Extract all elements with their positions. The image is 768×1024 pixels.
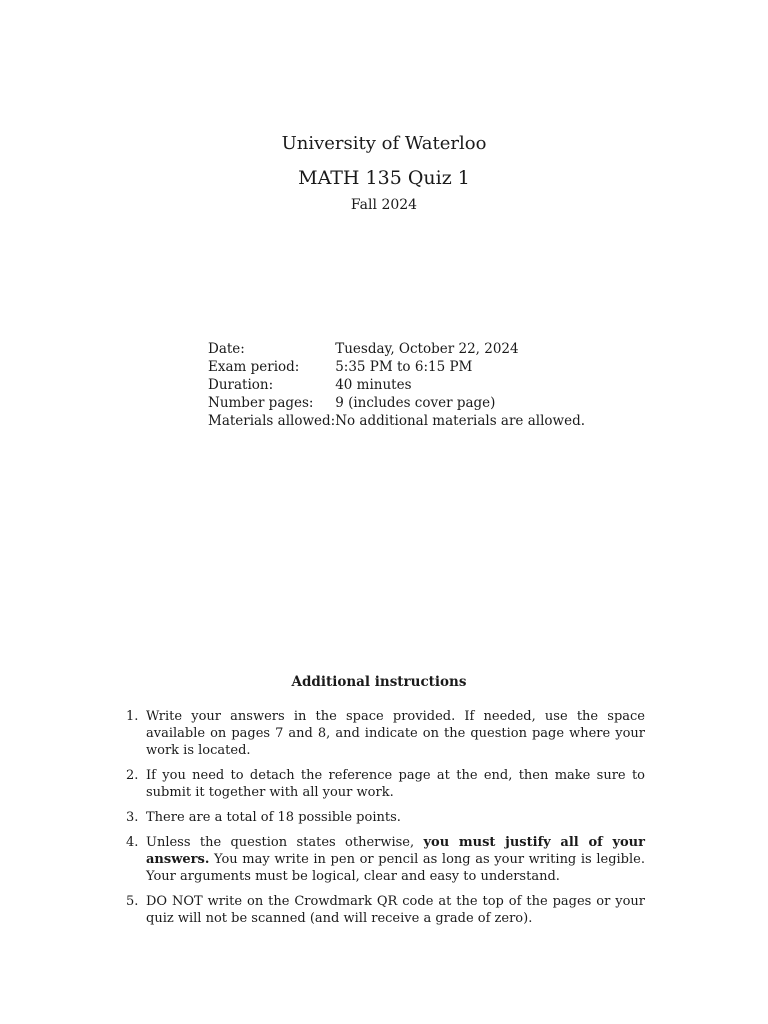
instruction-number: 4. [126, 835, 139, 850]
info-row-duration [208, 376, 585, 394]
info-value: Tuesday, October 22, 2024 [335, 341, 519, 357]
instruction-text-after: You may write in pen or pencil as long as your writing is legible. Your arguments must be logical, clear and easy to understand. [146, 852, 645, 884]
instruction-number: 1. [126, 709, 139, 724]
instructions-list [122, 708, 645, 935]
info-label: Duration: [208, 377, 274, 393]
info-label: Number pages: [208, 395, 314, 411]
info-value: 9 (includes cover page) [335, 395, 496, 411]
instruction-text-before: Unless the question states otherwise, [146, 835, 415, 850]
instruction-item [122, 708, 645, 759]
info-value: No additional materials are allowed. [335, 413, 585, 429]
instruction-number: 2. [126, 768, 139, 783]
instruction-text: There are a total of 18 possible points. [146, 810, 401, 825]
instruction-text-emphasis: you must justify all of your answers. [146, 835, 645, 867]
instruction-text: If you need to detach the reference page at the end, then make sure to submit it together with all your work. [146, 768, 645, 800]
info-label: Date: [208, 341, 245, 357]
instructions-heading: Additional instructions [291, 674, 467, 690]
instruction-item [122, 893, 645, 927]
instruction-item [122, 834, 645, 885]
info-row-date [208, 340, 585, 358]
info-label: Exam period: [208, 359, 300, 375]
info-row-number-pages [208, 394, 585, 412]
info-value: 5:35 PM to 6:15 PM [335, 359, 473, 375]
info-row-materials [208, 412, 585, 430]
info-value: 40 minutes [335, 377, 412, 393]
term-label: Fall 2024 [350, 197, 418, 213]
instruction-item [122, 767, 645, 801]
instruction-number: 3. [126, 810, 139, 825]
instruction-number: 5. [126, 894, 139, 909]
exam-info-table [208, 340, 585, 430]
info-label: Materials allowed: [208, 413, 336, 429]
info-row-exam-period [208, 358, 585, 376]
university-title: University of Waterloo [281, 133, 487, 154]
instruction-text: Write your answers in the space provided. If needed, use the space available on pages 7 and 8, and indicate on the question page where your work is located. [146, 709, 645, 758]
quiz-title: MATH 135 Quiz 1 [298, 167, 470, 189]
instruction-item [122, 809, 645, 826]
instruction-text: DO NOT write on the Crowdmark QR code at the top of the pages or your quiz will not be scanned (and will receive a grade of zero). [146, 894, 645, 926]
